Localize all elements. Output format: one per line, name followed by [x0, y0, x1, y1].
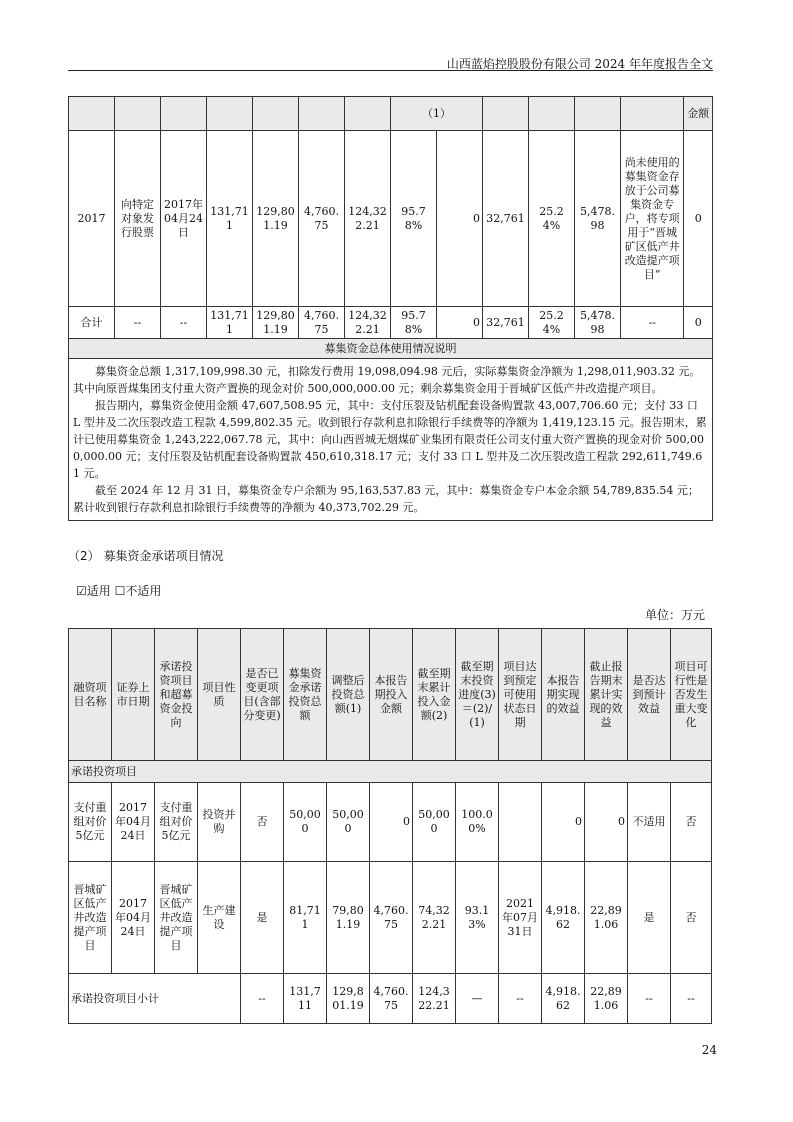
- subtotal-reached: --: [628, 974, 671, 1024]
- subtotal-benefit: 4,918.62: [542, 974, 585, 1024]
- listing-date: 2017年04月24日: [112, 783, 155, 862]
- total-changed: 0: [437, 307, 483, 339]
- feasibility-change: 否: [671, 783, 712, 862]
- unit-label: 单位：万元: [644, 608, 705, 622]
- committed-project: 支付重组对价5亿元: [155, 783, 198, 862]
- section-title: （2） 募集资金承诺项目情况: [68, 549, 224, 563]
- table-row: [69, 783, 712, 862]
- subtotal-progress: —: [456, 974, 499, 1024]
- date-cell: 2017年04月24日: [161, 131, 207, 307]
- subtotal-changed: --: [241, 974, 284, 1024]
- header-cell: 募集资金承诺投资总额: [284, 629, 327, 761]
- table1-header-fragment: （1）: [391, 97, 483, 131]
- header-cell: 承诺投资项目和超募资金投向: [155, 629, 198, 761]
- cumulative-input: 74,322.21: [413, 862, 456, 974]
- header-cell: 融资项目名称: [69, 629, 112, 761]
- idle-cell: 0: [684, 131, 713, 307]
- summary-paragraph-1: 募集资金总额 1,317,109,998.30 元，扣除发行费用 19,098,094.98 元后，实际募集资金净额为 1,298,011,903.32 元。其中向原晋煤集团支付重大资产置换的现金对价 500,000,000.00 元；剩余募集资金用于晋城矿区低产井改造提产项目。: [73, 365, 701, 395]
- promised-amount: 81,711: [284, 862, 327, 974]
- header-cell: 是否达到预计效益: [628, 629, 671, 761]
- changed-total-cell: 32,761: [483, 131, 529, 307]
- applicability-checkboxes: ☑适用 ☐不适用: [76, 584, 162, 598]
- table1-row-2017: [69, 131, 713, 307]
- table1-total-row: [69, 307, 713, 339]
- adjusted-amount: 79,801.19: [327, 862, 370, 974]
- summary-title: 募集资金总体使用情况说明: [69, 339, 713, 359]
- summary-title-row: [69, 339, 713, 359]
- report-header-title: 山西蓝焰控股股份有限公司 2024 年年度报告全文: [446, 57, 713, 71]
- total-unused-use: --: [621, 307, 684, 339]
- summary-body-row: [69, 359, 713, 521]
- unused-use-cell: 尚未使用的募集资金存放于公司募集资金专户，将专项用于“晋城矿区低产井改造提产项目”: [621, 131, 684, 307]
- method-cell: 向特定对象发行股票: [115, 131, 161, 307]
- subtotal-promised: 131,711: [284, 974, 327, 1024]
- subtotal-feasibility: --: [671, 974, 712, 1024]
- header-cell: 项目可行性是否发生重大变化: [671, 629, 712, 761]
- period-input: 4,760.75: [370, 862, 413, 974]
- subtotal-date: --: [499, 974, 542, 1024]
- changed-flag: 是: [241, 862, 284, 974]
- total-label: 合计: [69, 307, 115, 339]
- table2-header-row: [69, 629, 712, 761]
- progress: 100.00%: [456, 783, 499, 862]
- header-cell: 调整后投资总额(1): [327, 629, 370, 761]
- commitment-project-table: [68, 628, 712, 1024]
- summary-paragraph-2: 报告期内，募集资金使用金额 47,607,508.95 元，其中：支付压裂及钻机配套设备购置款 43,007,706.60 元；支付 33 口 L 型井及二次压裂改造工程款 4,599,802.35 元。收到银行存款利息扣除银行手续费等的净额为 1,419,123.15 元。报告期末，累计已使用募集资金 1,243,222,067.78 元，其中：向山西晋城无烟煤矿业集团有限责任公司支付重大资产置换的现金对价 500,000,000.00 元；支付压裂及钻机配套设备购置款 450,610,318.17 元；支付 33 口 L 型井及二次压裂改造工程款 292,611,749.61 元。: [73, 399, 707, 480]
- subtotal-cum-benefit: 22,891.06: [585, 974, 628, 1024]
- ratio-cell: 95.78%: [391, 131, 437, 307]
- feasibility-change: 否: [671, 862, 712, 974]
- period-input: 0: [370, 783, 413, 862]
- used-period-cell: 4,760.75: [299, 131, 345, 307]
- fund-usage-table: [68, 96, 713, 521]
- summary-paragraph-3: 截至 2024 年 12 月 31 日，募集资金专户余额为 95,163,537.83 元，其中：募集资金专户本金余额 54,789,835.54 元；累计收到银行存款利息扣除银行手续费等的净额为 40,373,702.29 元。: [73, 484, 699, 514]
- total-idle: 0: [684, 307, 713, 339]
- period-benefit: 0: [542, 783, 585, 862]
- committed-project: 晋城矿区低产井改造提产项目: [155, 862, 198, 974]
- promised-amount: 50,000: [284, 783, 327, 862]
- total-changed-ratio: 25.24%: [529, 307, 575, 339]
- total-date: --: [161, 307, 207, 339]
- header-cell: 截至期末累计投入金额(2): [413, 629, 456, 761]
- listing-date: 2017年04月24日: [112, 862, 155, 974]
- table-row: [69, 862, 712, 974]
- changed-ratio-cell: 25.24%: [529, 131, 575, 307]
- header-divider: [68, 70, 713, 71]
- changed-cell: 0: [437, 131, 483, 307]
- project-nature: 投资并购: [198, 783, 241, 862]
- header-cell: 本报告期实现的效益: [542, 629, 585, 761]
- header-cell: 项目达到预定可使用状态日期: [499, 629, 542, 761]
- total-changed-total: 32,761: [483, 307, 529, 339]
- project-name: 晋城矿区低产井改造提产项目: [69, 862, 112, 974]
- total-used-period: 4,760.75: [299, 307, 345, 339]
- header-cell: 截止报告期末累计实现的效益: [585, 629, 628, 761]
- subtotal-cumulative: 124,322.21: [413, 974, 456, 1024]
- table1-header-amount: 金额: [684, 97, 713, 131]
- year-cell: 2017: [69, 131, 115, 307]
- total-used-total: 124,322.21: [345, 307, 391, 339]
- summary-body: [69, 359, 713, 521]
- table1-header-tail-row: [69, 97, 713, 131]
- header-cell: 本报告期投入金额: [370, 629, 413, 761]
- header-cell: 截至期末投资进度(3)＝(2)/(1): [456, 629, 499, 761]
- adjusted-amount: 50,000: [327, 783, 370, 862]
- cumulative-input: 50,000: [413, 783, 456, 862]
- used-total-cell: 124,322.21: [345, 131, 391, 307]
- page-number: 24: [701, 1043, 717, 1057]
- net-cell: 129,801.19: [253, 131, 299, 307]
- ready-date: [499, 783, 542, 862]
- header-cell: 是否已变更项目(含部分变更): [241, 629, 284, 761]
- period-benefit: 4,918.62: [542, 862, 585, 974]
- total-unused: 5,478.98: [575, 307, 621, 339]
- project-name: 支付重组对价5亿元: [69, 783, 112, 862]
- header-cell: 项目性质: [198, 629, 241, 761]
- changed-flag: 否: [241, 783, 284, 862]
- header-cell: 证券上市日期: [112, 629, 155, 761]
- cumulative-benefit: 22,891.06: [585, 862, 628, 974]
- total-cell: 131,711: [207, 131, 253, 307]
- total-net: 129,801.19: [253, 307, 299, 339]
- total-method: --: [115, 307, 161, 339]
- group-title: 承诺投资项目: [69, 761, 712, 783]
- project-nature: 生产建设: [198, 862, 241, 974]
- benefit-reached: 不适用: [628, 783, 671, 862]
- group-title-row: [69, 761, 712, 783]
- subtotal-period: 4,760.75: [370, 974, 413, 1024]
- cumulative-benefit: 0: [585, 783, 628, 862]
- unused-cell: 5,478.98: [575, 131, 621, 307]
- total-ratio: 95.78%: [391, 307, 437, 339]
- subtotal-adjusted: 129,801.19: [327, 974, 370, 1024]
- subtotal-label: 承诺投资项目小计: [69, 974, 241, 1024]
- subtotal-row: [69, 974, 712, 1024]
- ready-date: 2021年07月31日: [499, 862, 542, 974]
- benefit-reached: 是: [628, 862, 671, 974]
- progress: 93.13%: [456, 862, 499, 974]
- total-total: 131,711: [207, 307, 253, 339]
